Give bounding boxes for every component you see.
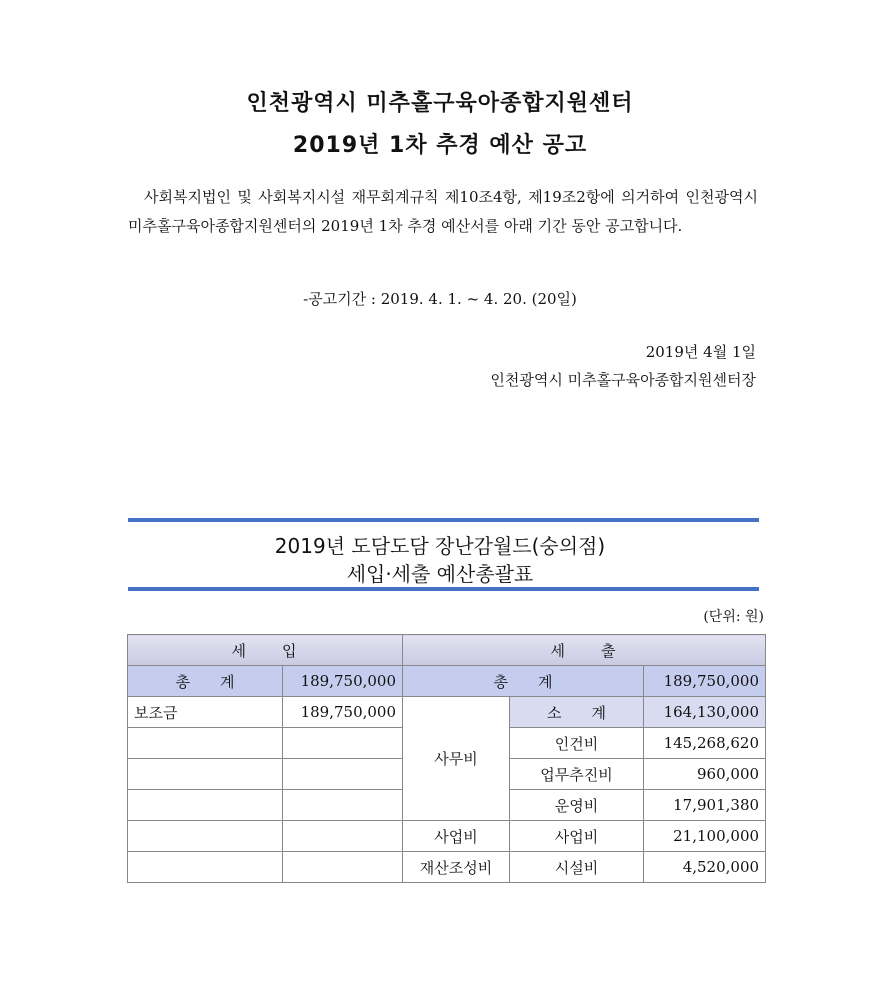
- table-row: [128, 821, 766, 852]
- total-row: [128, 666, 766, 697]
- summary-title-line1: 2019년 도담도담 장난감월드(숭의점): [274, 534, 606, 558]
- revenue-amount: 189,750,000: [283, 697, 403, 728]
- revenue-item: [128, 790, 283, 821]
- expense-amount: 17,901,380: [644, 790, 766, 821]
- revenue-total-label: 총 계: [128, 666, 283, 697]
- expense-item: 소 계: [510, 697, 644, 728]
- unit-label: (단위: 원): [703, 609, 764, 625]
- notice-period: -공고기간 : 2019. 4. 1. ~ 4. 20. (20일): [303, 290, 577, 308]
- expense-item: 운영비: [510, 790, 644, 821]
- expense-item: 사업비: [510, 821, 644, 852]
- expense-item: 시설비: [510, 852, 644, 883]
- revenue-item: [128, 759, 283, 790]
- revenue-amount: [283, 728, 403, 759]
- revenue-item: [128, 821, 283, 852]
- revenue-header: 세 입: [128, 635, 403, 666]
- expense-header: 세 출: [403, 635, 766, 666]
- notice-paragraph: [128, 183, 758, 241]
- table-row: [128, 697, 766, 728]
- revenue-amount: [283, 852, 403, 883]
- bottom-rule: [128, 587, 759, 591]
- table-row: [128, 852, 766, 883]
- revenue-item: [128, 852, 283, 883]
- expense-item: 인건비: [510, 728, 644, 759]
- revenue-item: [128, 728, 283, 759]
- expense-total-amount: 189,750,000: [644, 666, 766, 697]
- expense-amount: 164,130,000: [644, 697, 766, 728]
- expense-item: 업무추진비: [510, 759, 644, 790]
- expense-group-business: 사업비: [403, 821, 510, 852]
- header-row: [128, 635, 766, 666]
- revenue-amount: [283, 821, 403, 852]
- expense-amount: 4,520,000: [644, 852, 766, 883]
- notice-title-line2: 2019년 1차 추경 예산 공고: [292, 133, 588, 158]
- revenue-item: 보조금: [128, 697, 283, 728]
- revenue-amount: [283, 759, 403, 790]
- notice-date: 2019년 4월 1일: [645, 343, 756, 361]
- expense-group-office: 사무비: [403, 697, 510, 821]
- expense-group-capital: 재산조성비: [403, 852, 510, 883]
- summary-title-line2: 세입·세출 예산총괄표: [346, 562, 534, 586]
- top-rule: [128, 518, 759, 522]
- notice-title-line1: 인천광역시 미추홀구육아종합지원센터: [246, 91, 634, 116]
- expense-total-label: 총 계: [403, 666, 644, 697]
- budget-summary-table: [127, 634, 766, 883]
- expense-amount: 21,100,000: [644, 821, 766, 852]
- notice-paragraph-text: 사회복지법인 및 사회복지시설 재무회계규칙 제10조4항, 제19조2항에 의거하여 인천광역시 미추홀구육아종합지원센터의 2019년 1차 추경 예산서를 아래 기간 동안 공고합니다.: [128, 188, 758, 235]
- expense-amount: 960,000: [644, 759, 766, 790]
- revenue-amount: [283, 790, 403, 821]
- revenue-total-amount: 189,750,000: [283, 666, 403, 697]
- expense-amount: 145,268,620: [644, 728, 766, 759]
- notice-signer: 인천광역시 미추홀구육아종합지원센터장: [490, 371, 756, 389]
